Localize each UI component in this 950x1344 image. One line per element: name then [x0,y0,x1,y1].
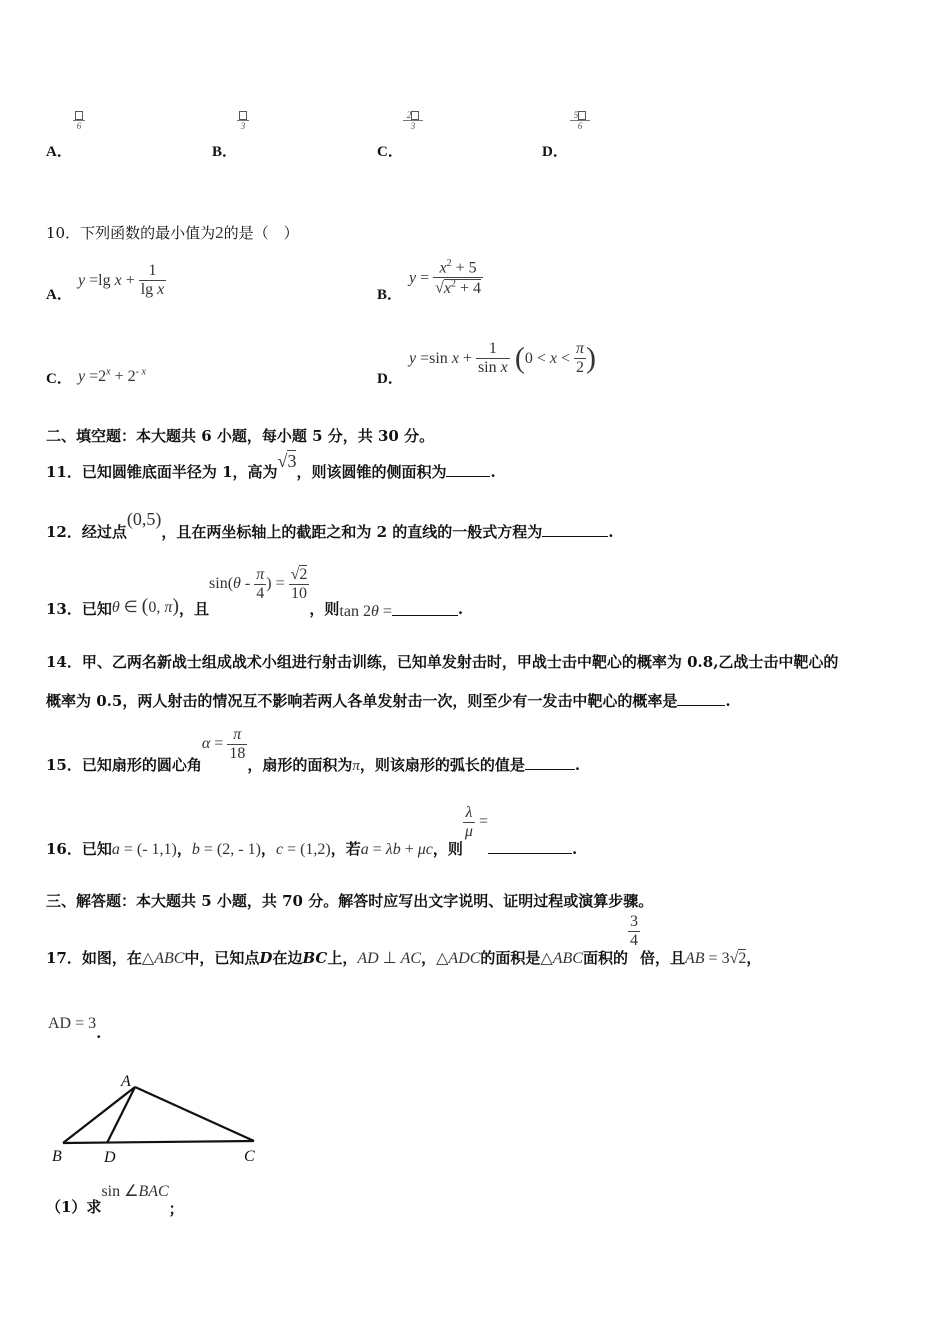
q10-stem [46,222,299,243]
q9-option-a-label: A． [46,144,72,160]
q11-prefix: 11．已知圆锥底面半径为 1，高为 [46,463,278,481]
q17-p7: 面积的 [582,949,628,968]
q14-line1: 14．甲、乙两名新战士组成战术小组进行射击训练，已知单发射击时，甲战士击中靶心的概率为 0.8,乙战士击中靶心的 [46,653,839,671]
q12-end: . [608,523,614,541]
q10-option-d-formula: y =sin x + $\frac{1}{\text{sin x}}$ (0 < x < $\frac{\pi}{2}$ ) [409,340,597,376]
q9-option-a-fraction [73,110,85,131]
q10-option-c-formula: $y =2^x + 2^{- x}$ [78,366,146,385]
q13-tan-expression: tan 2θ = [339,603,392,621]
triangle-figure [48,1068,268,1168]
q17-side-bc: BC [302,949,328,968]
q17-p8: 倍，且 [639,949,685,968]
q17-ad-given [48,1013,102,1042]
section3-title: 三、解答题：本大题共 5 小题，共 70 分。解答时应写出文字说明、证明过程或演算步骤。 [46,892,654,910]
q16-end: . [571,840,578,859]
q17-p5: ， [421,949,437,968]
q9-option-c-den: 3 [403,120,423,131]
q15-answer-blank [525,755,575,770]
q13-theta-range: θ ∈ (0, π) [111,595,180,618]
q16-mid2: ，则 [432,840,463,859]
q15 [46,726,581,775]
q9-option-c-fraction [403,110,423,131]
q17-point-d: D [259,949,273,968]
q9-option-c-label: C． [377,144,403,160]
q11 [46,451,496,481]
q12-point: (0,5) [126,509,162,529]
segment-ad [107,1087,135,1143]
segment-ab [63,1087,135,1143]
q15-pi: π [352,758,360,775]
q9-option-c-num: 2 [406,110,412,120]
q9-option-b-fraction [237,110,249,131]
q12-prefix: 12．经过点 [46,523,127,541]
q17-part1-end: ； [168,1200,184,1218]
q13-answer-blank [392,601,458,616]
q13 [46,566,464,621]
q11-suffix: ，则该圆锥的侧面积为 [296,463,447,481]
q10-option-a-formula: y =lg x + $\frac{1}{\text{lg x}}$ [78,262,165,298]
q16-vector-a: a = (- 1,1) [111,841,177,859]
q10-option-b-formula: y = $\frac{x^2 + 5}{√x^2 + 4}$ [409,258,482,297]
q9-option-a-den: 6 [73,120,85,131]
q16-lambda-over-mu: $\frac{\lambda}{\mu}$ = [464,804,488,840]
q9-option-b-label: B． [212,144,238,160]
q16-mid: ，若 [330,840,361,859]
q16-vector-b: b = (2, - 1) [191,841,261,859]
q15-end: . [574,756,581,775]
q17-ad-equation: AD = 3 [48,1015,97,1032]
q17-dot: . [96,1024,102,1042]
q12-answer-blank [542,522,608,537]
q17-stem [46,913,762,968]
q17-p3: 在边 [272,949,303,968]
q10-stem-prefix: 10．下列函数的最小值为 [46,224,216,242]
q17-p1: 17．如图，在 [46,949,142,968]
q13-sin-equation: sin(θ - $\frac{\pi}{4}$ ) = $\frac{√2}{10}$ [209,566,308,602]
label-b: B [52,1148,62,1165]
q17-ab-length: AB = 3√2 [685,950,747,968]
q13-prefix: 13．已知 [46,600,112,619]
q16-vector-c: c = (1,2) [275,841,331,859]
q13-mid: ，且 [179,600,210,619]
missing-glyph-icon [75,111,83,120]
q12-suffix: ，且在两坐标轴上的截距之和为 2 的直线的一般式方程为 [161,523,543,541]
q10-stem-number: 2 [215,223,224,242]
q13-mid2: ，则 [309,600,340,619]
q17-triangle-adc: △ADC [436,950,481,968]
q17-sin-bac: sin ∠BAC [101,1183,169,1200]
q10-stem-suffix: 的是（ ） [223,224,299,242]
q11-answer-blank [446,462,490,477]
q17-part1 [46,1180,184,1218]
q10-option-b-label: B． [377,287,403,303]
q9-option-d-label: D． [542,144,568,160]
q11-end: . [490,463,496,481]
segment-bc [63,1141,254,1143]
q9-option-d-fraction [570,110,590,131]
q17-p4: 上， [327,949,358,968]
q14-end: . [725,692,731,710]
q9-option-d-den: 6 [570,120,590,131]
q17-part1-prefix: （1）求 [46,1198,102,1216]
q10-option-a-label: A． [46,287,72,303]
q9-option-d-num: 5 [573,110,579,120]
q15-mid: ，扇形的面积为 [247,756,353,775]
missing-glyph-icon [239,111,247,120]
missing-glyph-icon [578,111,586,120]
q16-sep-2: ， [260,840,276,859]
q17-triangle-abc-2: △ABC [540,950,583,968]
label-c: C [244,1148,255,1165]
q16-answer-blank [488,839,572,854]
q15-suffix: ，则该扇形的弧长的值是 [359,756,525,775]
q16-sep-1: ， [176,840,192,859]
section2-title: 二、填空题：本大题共 6 小题，每小题 5 分，共 30 分。 [46,427,435,445]
q17-three-quarters: $\frac{3}{4}$ [629,913,638,949]
q14-line2-text: 概率为 0.5，两人射击的情况互不影响若两人各单发射击一次，则至少有一发击中靶心的概率是 [46,692,678,710]
q12 [46,509,614,541]
q10-option-d-label: D． [377,371,403,387]
missing-glyph-icon [411,111,419,120]
q15-prefix: 15．已知扇形的圆心角 [46,756,202,775]
q17-p2: 中，已知点 [184,949,260,968]
q14-line2 [46,690,731,711]
q16-prefix: 16．已知 [46,840,112,859]
q13-end: . [457,600,464,619]
q16 [46,804,578,859]
label-a: A [121,1073,131,1090]
q10-option-c-label: C． [46,371,72,387]
q17-perpendicular: AD ⊥ AC [357,950,422,968]
q17-triangle-abc: △ABC [141,950,185,968]
q14-answer-blank [677,691,725,706]
label-d: D [104,1149,116,1166]
q15-alpha-equation: α = $\frac{\pi}{18}$ [201,726,246,762]
q17-p6: 的面积是 [480,949,541,968]
q9-option-b-den: 3 [237,120,249,131]
q11-sqrt3: √3 [277,451,297,471]
q17-p9: ， [746,949,762,968]
q16-linear-combination: a = λb + μc [360,841,433,859]
segment-ac [135,1087,254,1141]
